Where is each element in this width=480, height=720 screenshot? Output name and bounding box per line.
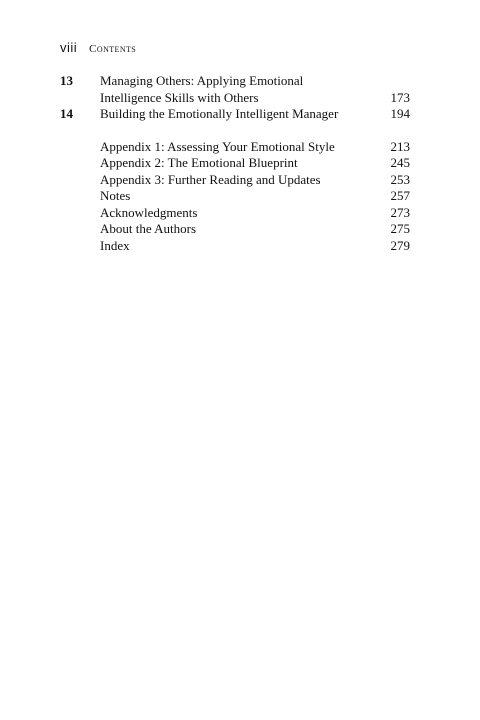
entry-indent bbox=[60, 205, 100, 222]
back-matter-entry bbox=[60, 221, 410, 238]
back-matter-line bbox=[100, 139, 410, 156]
back-matter-line bbox=[100, 205, 410, 222]
entry-indent bbox=[60, 155, 100, 172]
back-matter-entry bbox=[60, 205, 410, 222]
chapter-number: 14 bbox=[60, 106, 73, 121]
back-matter-line bbox=[100, 221, 410, 238]
back-matter-title: About the Authors bbox=[100, 221, 197, 236]
running-head bbox=[60, 40, 136, 58]
chapter-title-continued: Intelligence Skills with Others bbox=[100, 89, 259, 105]
back-matter-entry bbox=[60, 172, 410, 189]
page-number: 245 bbox=[390, 155, 410, 170]
chapter-entry bbox=[60, 73, 410, 106]
entry-indent bbox=[60, 221, 100, 238]
entry-indent bbox=[60, 172, 100, 189]
back-matter-title: Appendix 1: Assessing Your Emotional Style bbox=[100, 138, 335, 154]
section-gap bbox=[60, 123, 410, 139]
back-matter-line bbox=[100, 155, 410, 172]
back-matter-entry bbox=[60, 155, 410, 172]
page-folio: viii bbox=[60, 40, 78, 55]
page-number: 275 bbox=[390, 221, 410, 236]
entry-indent bbox=[60, 139, 100, 156]
back-matter-title: Index bbox=[100, 237, 130, 253]
entry-indent bbox=[60, 238, 100, 255]
page-number: 213 bbox=[390, 138, 410, 154]
chapter-title-block bbox=[100, 73, 410, 106]
chapter-title: Managing Others: Applying Emotional bbox=[100, 73, 304, 88]
page-number: 253 bbox=[390, 171, 410, 187]
back-matter-title: Appendix 3: Further Reading and Updates bbox=[100, 171, 321, 187]
chapter-title-line bbox=[100, 73, 410, 90]
page-number: 273 bbox=[390, 204, 410, 220]
entry-indent bbox=[60, 188, 100, 205]
page-number: 173 bbox=[390, 89, 410, 105]
chapter-title-line bbox=[100, 90, 410, 107]
chapter-entry bbox=[60, 106, 410, 123]
back-matter-title: Notes bbox=[100, 188, 131, 203]
back-matter-line bbox=[100, 172, 410, 189]
chapter-title: Building the Emotionally Intelligent Manager bbox=[100, 106, 339, 121]
back-matter-line bbox=[100, 188, 410, 205]
section-title: Contents bbox=[89, 43, 137, 55]
back-matter-line bbox=[100, 238, 410, 255]
table-of-contents bbox=[60, 73, 410, 254]
page-number: 257 bbox=[390, 188, 410, 203]
chapter-title-block bbox=[100, 106, 410, 123]
back-matter-entry bbox=[60, 238, 410, 255]
page-number: 194 bbox=[390, 106, 410, 121]
page-number: 279 bbox=[390, 237, 410, 253]
chapter-title-line bbox=[100, 106, 410, 123]
back-matter-title: Acknowledgments bbox=[100, 204, 198, 220]
back-matter-entry bbox=[60, 188, 410, 205]
back-matter-title: Appendix 2: The Emotional Blueprint bbox=[100, 155, 298, 170]
chapter-number: 13 bbox=[60, 73, 73, 88]
back-matter-entry bbox=[60, 139, 410, 156]
